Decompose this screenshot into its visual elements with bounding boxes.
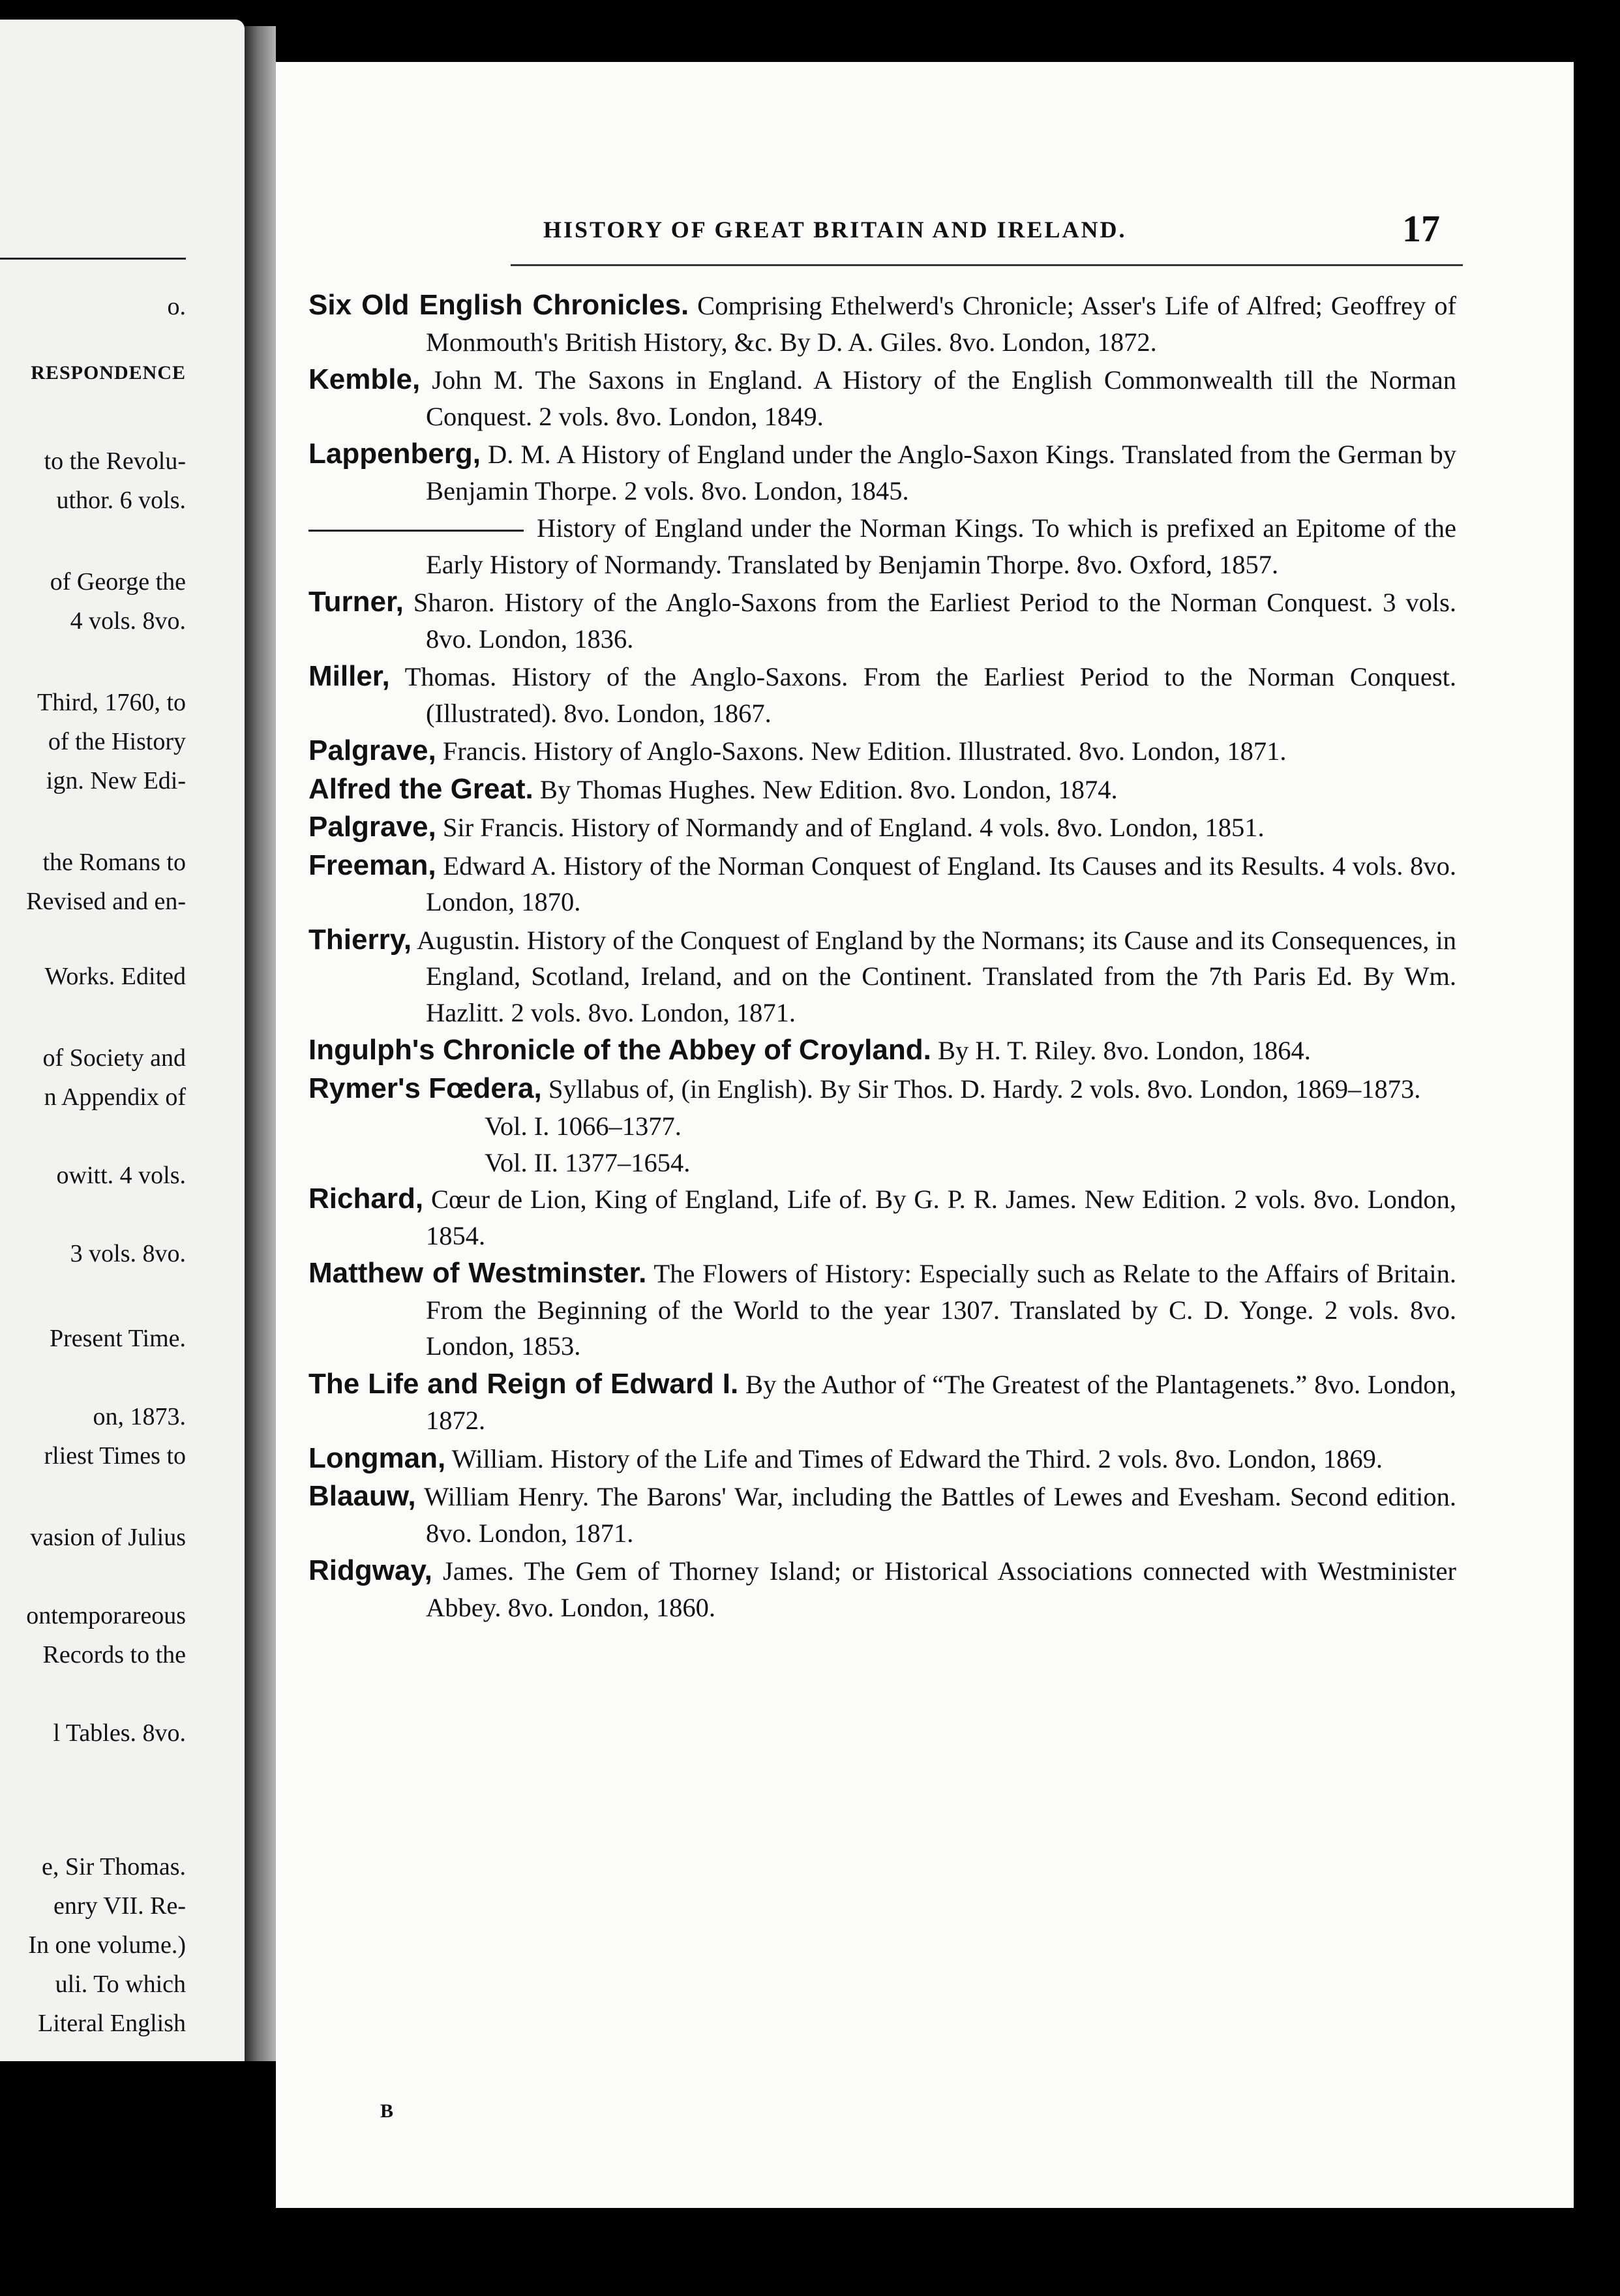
bibliography-entry	[308, 733, 1456, 770]
header-rule	[511, 264, 1463, 266]
entry-description: Syllabus of, (in English). By Sir Thos. D. Hardy. 2 vols. 8vo. London, 1869–1873.	[541, 1074, 1421, 1104]
left-page-line: of Society and	[42, 1044, 186, 1072]
left-page-line: n Appendix of	[44, 1083, 186, 1111]
entry-heading: Miller,	[308, 660, 390, 692]
left-page-line: Present Time.	[49, 1325, 186, 1352]
left-page-line: Revised and en-	[26, 888, 186, 915]
bibliography-entry	[308, 510, 1456, 582]
entry-heading: Lappenberg,	[308, 438, 481, 470]
entry-heading: Kemble,	[308, 363, 421, 395]
left-page-line: owitt. 4 vols.	[56, 1162, 186, 1189]
left-page-line: Records to the	[42, 1641, 186, 1669]
entry-description: Augustin. History of the Conquest of England by the Normans; its Cause and its Consequences, in England, Scotland, Ireland, and on the Continent. Translated from the 7th Paris Ed. By Wm. Hazlitt. 2 vols. 8vo. London, 1871.	[412, 925, 1456, 1027]
left-page-line: Literal English	[38, 2010, 186, 2037]
entry-heading: Freeman,	[308, 849, 436, 881]
bibliography-entry	[308, 771, 1456, 808]
left-page-line: Works. Edited	[44, 963, 186, 990]
entry-heading: Turner,	[308, 586, 404, 618]
entry-description: Thomas. History of the Anglo-Saxons. From the Earliest Period to the Norman Conquest. (Illustrated). 8vo. London, 1867.	[389, 662, 1456, 728]
entry-description: By the Author of “The Greatest of the Plantagenets.” 8vo. London, 1872.	[426, 1369, 1456, 1435]
entry-description: The Flowers of History: Especially such as Relate to the Affairs of Britain. From the Beginning of the World to the year 1307. Translated by C. D. Yonge. 2 vols. 8vo. London, 1853.	[426, 1259, 1456, 1361]
left-page-line: of the History	[48, 728, 186, 755]
entry-description: By H. T. Riley. 8vo. London, 1864.	[931, 1036, 1311, 1065]
entry-description: William. History of the Life and Times of Edward the Third. 2 vols. 8vo. London, 1869.	[445, 1443, 1383, 1473]
bibliography-list	[308, 287, 1456, 1627]
book-gutter	[245, 26, 276, 2061]
left-page-rule	[0, 258, 186, 260]
entry-volume-line: Vol. II. 1377–1654.	[485, 1147, 691, 1177]
entry-description: D. M. A History of England under the Anglo-Saxon Kings. Translated from the German by Benjamin Thorpe. 2 vols. 8vo. London, 1845.	[426, 440, 1456, 506]
entry-heading: Blaauw,	[308, 1480, 416, 1512]
entry-description: By Thomas Hughes. New Edition. 8vo. London, 1874.	[533, 774, 1118, 804]
left-page-line: ign. New Edi-	[46, 767, 186, 794]
entry-description: Francis. History of Anglo-Saxons. New Edition. Illustrated. 8vo. London, 1871.	[436, 736, 1287, 766]
right-page	[276, 62, 1574, 2208]
entry-heading: Ridgway,	[308, 1554, 432, 1586]
left-page-line: the Romans to	[42, 849, 186, 876]
running-head: HISTORY OF GREAT BRITAIN AND IRELAND.	[543, 217, 1127, 243]
bibliography-entry	[308, 847, 1456, 920]
entry-description: Sir Francis. History of Normandy and of England. 4 vols. 8vo. London, 1851.	[436, 813, 1265, 842]
entry-description: History of England under the Norman Kings. To which is prefixed an Epitome of the Early History of Normandy. Translated by Benjamin Thorpe. 8vo. Oxford, 1857.	[426, 513, 1456, 579]
entry-description: Edward A. History of the Norman Conquest of England. Its Causes and its Results. 4 vols. 8vo. London, 1870.	[426, 851, 1456, 916]
left-page-line: l Tables. 8vo.	[53, 1719, 186, 1747]
signature-mark: B	[380, 2100, 394, 2122]
entry-description: Sharon. History of the Anglo-Saxons from the Earliest Period to the Norman Conquest. 3 vols. 8vo. London, 1836.	[403, 588, 1456, 654]
entry-heading: Six Old English Chronicles.	[308, 289, 689, 321]
entry-heading: Ingulph's Chronicle of the Abbey of Croyland.	[308, 1034, 931, 1066]
entry-heading: Matthew of Westminster.	[308, 1257, 647, 1289]
bibliography-entry	[308, 584, 1456, 657]
bibliography-entry	[308, 1478, 1456, 1551]
entry-description: Cœur de Lion, King of England, Life of. By G. P. R. James. New Edition. 2 vols. 8vo. London, 1854.	[423, 1185, 1456, 1250]
entry-heading: Palgrave,	[308, 734, 436, 766]
left-page-line: vasion of Julius	[30, 1524, 186, 1551]
left-page-line: ontemporareous	[26, 1602, 186, 1629]
bibliography-entry	[308, 1440, 1456, 1477]
left-page-line: to the Revolu-	[44, 447, 186, 475]
entry-heading: Longman,	[308, 1442, 446, 1474]
left-page	[0, 20, 245, 2061]
bibliography-entry	[308, 361, 1456, 434]
left-page-line: o.	[167, 293, 186, 320]
bibliography-entry	[308, 809, 1456, 846]
entry-heading: The Life and Reign of Edward I.	[308, 1367, 739, 1400]
entry-description: James. The Gem of Thorney Island; or Historical Associations connected with Westminister Abbey. 8vo. London, 1860.	[426, 1556, 1456, 1622]
left-page-line: RESPONDENCE	[31, 362, 186, 384]
left-page-line: enry VII. Re-	[53, 1892, 186, 1920]
entry-heading: Palgrave,	[308, 811, 436, 843]
entry-volume-line: Vol. I. 1066–1377.	[485, 1111, 682, 1141]
bibliography-entry	[308, 1070, 1456, 1108]
left-page-line: e, Sir Thomas.	[42, 1853, 186, 1881]
bibliography-entry	[308, 922, 1456, 1031]
entry-description: John M. The Saxons in England. A History of the English Commonwealth till the Norman Conquest. 2 vols. 8vo. London, 1849.	[420, 365, 1456, 431]
bibliography-entry	[308, 1032, 1456, 1069]
left-page-line: 3 vols. 8vo.	[70, 1240, 186, 1267]
entry-heading: Rymer's Fœdera,	[308, 1072, 542, 1104]
bibliography-entry	[308, 1255, 1456, 1365]
entry-heading: Richard,	[308, 1183, 424, 1215]
bibliography-entry	[308, 287, 1456, 360]
entry-heading: Thierry,	[308, 923, 412, 956]
left-page-line: on, 1873.	[93, 1403, 186, 1430]
bibliography-entry	[308, 1366, 1456, 1439]
left-page-line: In one volume.)	[28, 1931, 186, 1959]
bibliography-entry	[308, 1181, 1456, 1254]
left-page-line: uthor. 6 vols.	[56, 487, 186, 514]
left-page-line: 4 vols. 8vo.	[70, 607, 186, 635]
ditto-rule	[308, 530, 524, 532]
entry-description: William Henry. The Barons' War, including the Battles of Lewes and Evesham. Second edition. 8vo. London, 1871.	[415, 1482, 1456, 1548]
page-number: 17	[1402, 207, 1440, 250]
entry-description: Comprising Ethelwerd's Chronicle; Asser's Life of Alfred; Geoffrey of Monmouth's British History, &c. By D. A. Giles. 8vo. London, 1872.	[426, 291, 1457, 357]
entry-heading: Alfred the Great.	[308, 772, 533, 805]
bibliography-entry	[308, 436, 1456, 509]
left-page-line: Third, 1760, to	[37, 689, 186, 716]
left-page-line: of George the	[50, 568, 186, 596]
left-page-line: uli. To which	[55, 1971, 186, 1998]
bibliography-entry	[308, 1552, 1456, 1625]
left-page-line: rliest Times to	[44, 1442, 186, 1470]
bibliography-entry	[308, 658, 1456, 731]
